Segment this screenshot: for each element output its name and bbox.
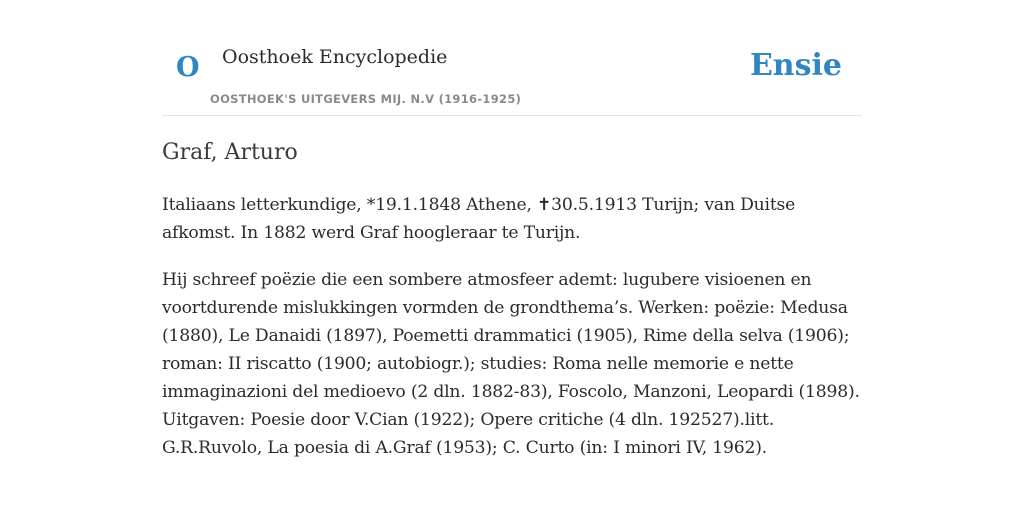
logo-icon[interactable]: O <box>176 52 200 83</box>
entry-content <box>162 138 862 481</box>
site-header <box>162 36 862 116</box>
entry-paragraph: Hij schreef poëzie die een sombere atmosfeer ademt: lugubere visioenen en voortdurende mislukkingen vormden de grondthema’s. Werken: poëzie: Medusa (1880), Le Danaidi (1897), Poemetti drammatici (1905), Rime della selva (1906); roman: II riscatto (1900; autobiogr.); studies: Roma nelle memorie e nette immaginazioni del medioevo (2 dln. 1882-83), Foscolo, Manzoni, Leopardi (1898). Uitgaven: Poesie door V.Cian (1922); Opere critiche (4 dln. 192527).litt. G.R.Ruvolo, La poesia di A.Graf (1953); C. Curto (in: I minori IV, 1962). <box>162 269 860 458</box>
site-title[interactable]: Oosthoek Encyclopedie <box>222 46 448 68</box>
entry-paragraph: Italiaans letterkundige, *19.1.1848 Athene, ✝30.5.1913 Turijn; van Duitse afkomst. In 1882 werd Graf hoogleraar te Turijn. <box>162 194 796 243</box>
entry-title: Graf, Arturo <box>162 140 298 165</box>
publisher-subtitle: OOSTHOEK'S UITGEVERS MIJ. N.V (1916-1925) <box>210 92 522 106</box>
brand-logo-link[interactable]: Ensie <box>749 48 842 83</box>
